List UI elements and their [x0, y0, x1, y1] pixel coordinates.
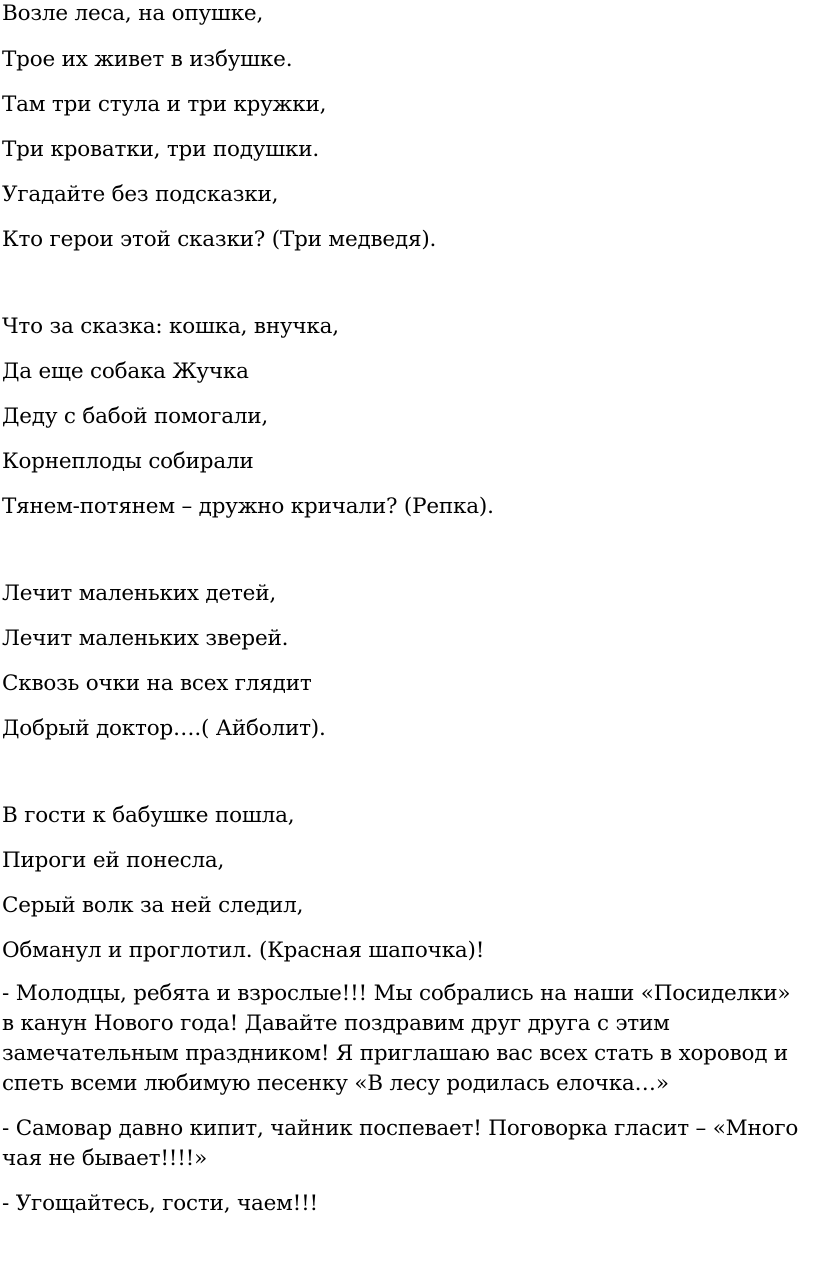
riddle-line: Угадайте без подсказки, [2, 182, 279, 207]
paragraph-samovar: - Самовар давно кипит, чайник поспевает! Поговорка гласит – «Много чая не бывает!!!!» [2, 1116, 799, 1171]
riddle-line: Деду с бабой помогали, [2, 404, 269, 429]
riddle-line: Лечит маленьких зверей. [2, 626, 289, 651]
riddle-line: Там три стула и три кружки, [2, 92, 327, 117]
riddle-line: Обманул и проглотил. (Красная шапочка)! [2, 938, 485, 963]
riddle-line: Серый волк за ней следил, [2, 893, 304, 918]
paragraph-tea-invite: - Угощайтесь, гости, чаем!!! [2, 1191, 318, 1216]
riddle-line: Тянем-потянем – дружно кричали? (Репка). [2, 494, 494, 519]
riddle-line: Трое их живет в избушке. [2, 47, 293, 72]
riddle-line: Добрый доктор….( Айболит). [2, 716, 326, 741]
riddle-line: Что за сказка: кошка, внучка, [2, 314, 339, 339]
riddle-line: Корнеплоды собирали [2, 449, 254, 474]
riddle-line: Три кроватки, три подушки. [2, 137, 320, 162]
riddle-line: Возле леса, на опушке, [2, 1, 264, 26]
riddle-line: Сквозь очки на всех глядит [2, 671, 312, 696]
riddle-line: Да еще собака Жучка [2, 359, 249, 384]
riddle-line: Лечит маленьких детей, [2, 581, 276, 606]
riddle-line: Пироги ей понесла, [2, 848, 225, 873]
riddle-line: В гости к бабушке пошла, [2, 803, 295, 828]
riddle-line: Кто герои этой сказки? (Три медведя). [2, 227, 437, 252]
paragraph-greeting: - Молодцы, ребята и взрослые!!! Мы собрались на наши «Посиделки» в канун Нового года! Давайте поздравим друг друга с этим замечательным праздником! Я приглашаю вас всех стать в хоровод и спеть всеми любимую песенку «В лесу родилась елочка…» [2, 981, 791, 1096]
